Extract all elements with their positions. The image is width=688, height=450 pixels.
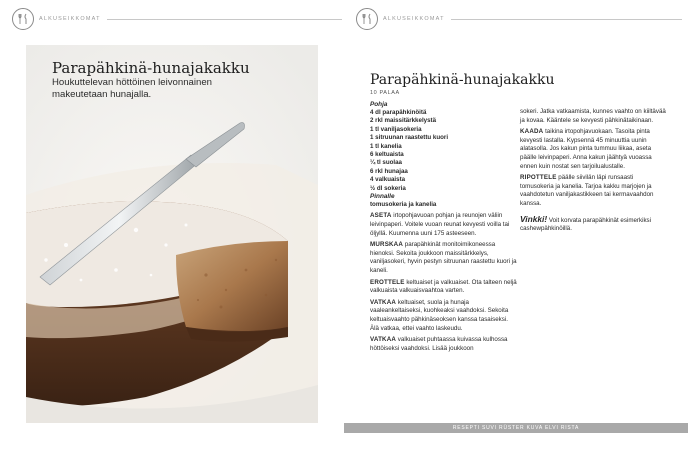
step-keyword: MURSKAA [370, 241, 404, 249]
ingredient-item: tomusokeria ja kanelia [370, 201, 437, 209]
recipe-column-1 [370, 101, 518, 353]
step-keyword: VATKAA [370, 336, 397, 344]
ingredient-item: 6 keltuaista [370, 151, 404, 159]
method-step [520, 128, 666, 171]
recipe-column-2 [520, 108, 666, 234]
ingredient-item: 1 sitruunan raastettu kuori [370, 134, 449, 142]
step-text: irtopohjavuoan pohjan ja reunojen väliin leivinpaperi. Voitele vuoan reunat kevyesti voilla tai öljyllä. Kuumenna uuni 175 asteeseen. [370, 212, 510, 237]
tip-text: Voit korvata parapähkinät esimerkiksi cashewpähkinöillä. [520, 216, 652, 233]
step-keyword: RIPOTTELE [520, 174, 557, 182]
section-label: ALKUSEIKKOMAT [383, 16, 445, 22]
tip [520, 215, 666, 234]
step-text: keltuaiset, suola ja hunaja vaaleankeltaiseksi, kuohkeaksi vaahdoksi. Sekoita keltuaisvaahto pähkinäseoksen kanssa tasaiseksi. Älä vatkaa, ettei vaahto laskeudu. [370, 298, 509, 332]
ingredient-item: 4 valkuaista [370, 176, 406, 184]
step-keyword: ASETA [370, 212, 392, 220]
ingredient-item: 1 tl vaniljasokeria [370, 125, 422, 133]
left-running-header [12, 8, 342, 30]
cutlery-logo-icon [12, 8, 34, 30]
method-step [370, 212, 518, 238]
step-text: päälle siivilän läpi runsaasti tomusokeria ja kanelia. Tarjoa kakku marjojen ja vaahdotetun vaniljakastikkeen tai kermavaahdon kanssa. [520, 174, 654, 207]
tip-label: Vinkki! [520, 213, 548, 224]
recipe-title: Parapähkinä-hunajakakku [370, 72, 555, 88]
right-running-header [356, 8, 682, 30]
section-label: ALKUSEIKKOMAT [39, 16, 101, 22]
ingredient-list [370, 101, 518, 209]
method-step [370, 336, 518, 353]
step-text: keltuaiset ja valkuaiset. Ota talteen neljä valkuaista valkuaisvaahtoa varten. [370, 278, 517, 295]
credits-bar [344, 423, 688, 433]
step-text: sokeri. Jatka vatkaamista, kunnes vaahto on kiiltävää ja kovaa. Kääntele se kevyesti pähkinätaikinaan. [520, 108, 666, 124]
photo-title: Parapähkinä-hunajakakku [52, 59, 250, 77]
step-keyword: VATKAA [370, 298, 397, 306]
header-rule [451, 19, 682, 20]
method-step [370, 279, 518, 296]
photo-subtitle: Houkuttelevan höttöinen leivonnainen makeutetaan hunajalla. [52, 77, 213, 100]
step-text: taikina irtopohjavuokaan. Tasoita pinta kevyesti lastalla. Kypsennä 45 minuuttia uunin alatasolla. Jos kakun pinta tummuu liikaa, aseta päälle leivinpaperi. Anna kakun jäähtyä vuoassa ennen kuin nostat sen tarjoilualustalle. [520, 128, 652, 170]
recipe-servings: 10 PALAA [370, 90, 400, 96]
ingredient-group-heading: Pohja [370, 101, 388, 108]
ingredient-item: 6 rkl hunajaa [370, 167, 408, 175]
header-rule [107, 19, 342, 20]
ingredient-item: 2 rkl maissitärkkelystä [370, 117, 437, 125]
step-text: parapähkinät monitoimikoneessa hienoksi. Sekoita joukkoon maissitärkkelys, vaniljasokeri, hyvin pestyn sitruunan raastettu kuori ja kaneli. [370, 241, 517, 275]
ingredient-item: ½ dl sokeria [370, 184, 406, 192]
method-step [370, 241, 518, 275]
credits-text: RESEPTI SUVI RÜSTER KUVA ELVI RISTA [452, 425, 580, 431]
ingredient-group-heading: Pinnalle [370, 193, 395, 201]
cutlery-logo-icon [356, 8, 378, 30]
cake-illustration [26, 45, 318, 423]
step-keyword: EROTTELE [370, 278, 405, 286]
method-step [520, 174, 666, 208]
cake-photo [26, 45, 318, 423]
step-keyword: KAADA [520, 128, 544, 136]
step-text: valkuaiset puhtaassa kuivassa kulhossa höttöiseksi vaahdoksi. Lisää joukkoon [370, 336, 508, 352]
ingredient-item: ¼ tl suolaa [370, 159, 402, 167]
method-step [370, 299, 518, 333]
method-step [520, 108, 666, 125]
ingredient-item: 4 dl parapähkinöitä [370, 109, 427, 116]
ingredient-item: 1 tl kanelia [370, 142, 402, 150]
